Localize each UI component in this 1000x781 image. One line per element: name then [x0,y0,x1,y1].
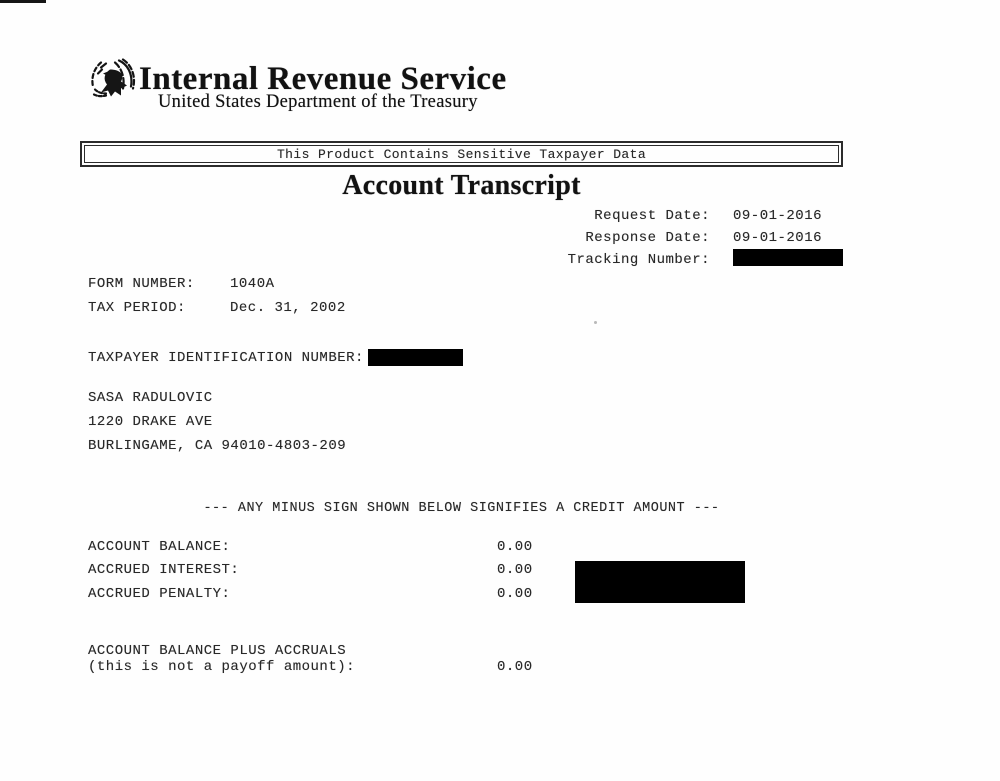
sensitive-data-banner-text: This Product Contains Sensitive Taxpayer Data [276,146,647,162]
tax-period-label: TAX PERIOD: [88,300,186,316]
sensitive-data-banner-inner-border [84,145,839,163]
taxpayer-name: SASA RADULOVIC [88,390,213,406]
accrued-penalty-value: 0.00 [497,586,533,602]
account-balance-label: ACCOUNT BALANCE: [88,539,231,555]
request-date-value: 09-01-2016 [733,208,823,224]
taxpayer-address-line-1: 1220 DRAKE AVE [88,414,213,430]
tin-redaction-box [368,349,463,366]
taxpayer-address-line-2: BURLINGAME, CA 94010-4803-209 [88,438,347,454]
agency-subtitle: United States Department of the Treasury [158,92,478,112]
accrued-interest-value: 0.00 [497,562,533,578]
tracking-number-redaction-box [733,249,843,266]
response-date-label: Response Date: [585,230,710,246]
accrued-penalty-label: ACCRUED PENALTY: [88,586,231,602]
credit-amount-notice: --- ANY MINUS SIGN SHOWN BELOW SIGNIFIES A CREDIT AMOUNT --- [203,501,720,516]
form-number-label: FORM NUMBER: [88,276,195,292]
account-balance-value: 0.00 [497,539,533,555]
accruals-label-line-1: ACCOUNT BALANCE PLUS ACCRUALS [88,643,347,659]
accruals-value: 0.00 [497,659,533,675]
tax-period-value: Dec. 31, 2002 [230,300,346,316]
balance-area-redaction-box [575,561,745,603]
agency-name: Internal Revenue Service [139,61,507,97]
page-title: Account Transcript [342,170,581,201]
response-date-value: 09-01-2016 [733,230,823,246]
request-date-label: Request Date: [594,208,710,224]
tracking-number-label: Tracking Number: [567,252,710,268]
accrued-interest-label: ACCRUED INTEREST: [88,562,240,578]
scan-artifact-dot [594,321,597,324]
sensitive-data-banner [80,141,843,167]
scan-artifact-line [0,0,46,3]
tin-label: TAXPAYER IDENTIFICATION NUMBER: [88,350,364,366]
form-number-value: 1040A [230,276,275,292]
irs-eagle-logo-icon [86,55,138,108]
accruals-label-line-2: (this is not a payoff amount): [88,659,356,675]
